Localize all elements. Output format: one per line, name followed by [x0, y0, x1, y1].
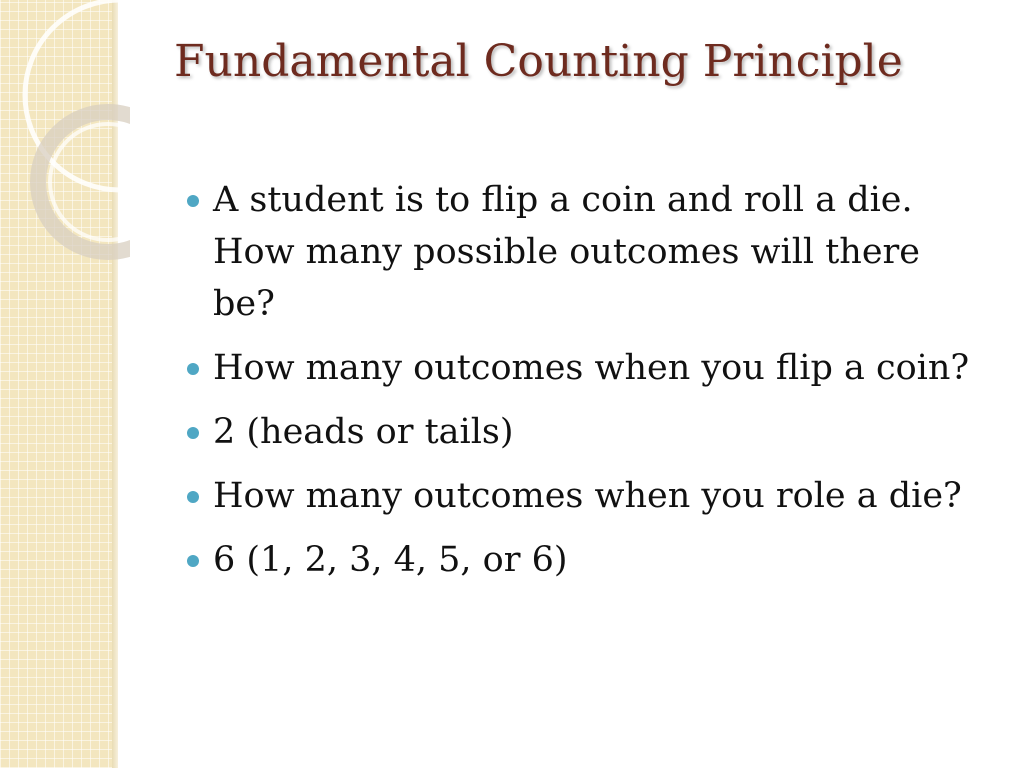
bullet-text: How many outcomes when you flip a coin?: [213, 348, 970, 388]
bullet-text: How many outcomes when you role a die?: [213, 476, 962, 516]
bullet-text: 2 (heads or tails): [213, 412, 514, 452]
bullet-text: 6 (1, 2, 3, 4, 5, or 6): [213, 540, 568, 580]
decorative-rings: [0, 0, 130, 260]
bullet-item: [184, 470, 989, 522]
bullet-list: [184, 174, 989, 598]
bullet-icon: [187, 363, 199, 375]
bullet-icon: [187, 427, 199, 439]
slide-title: Fundamental Counting Principle: [174, 36, 903, 87]
bullet-icon: [187, 555, 199, 567]
bullet-item: [184, 406, 989, 458]
decorative-ring-small-inner: [50, 124, 130, 240]
bullet-icon: [187, 491, 199, 503]
bullet-item: [184, 174, 989, 330]
bullet-icon: [187, 195, 199, 207]
bullet-item: [184, 534, 989, 586]
bullet-item: [184, 342, 989, 394]
bullet-text: A student is to flip a coin and roll a die. How many possible outcomes will there be?: [213, 180, 920, 324]
